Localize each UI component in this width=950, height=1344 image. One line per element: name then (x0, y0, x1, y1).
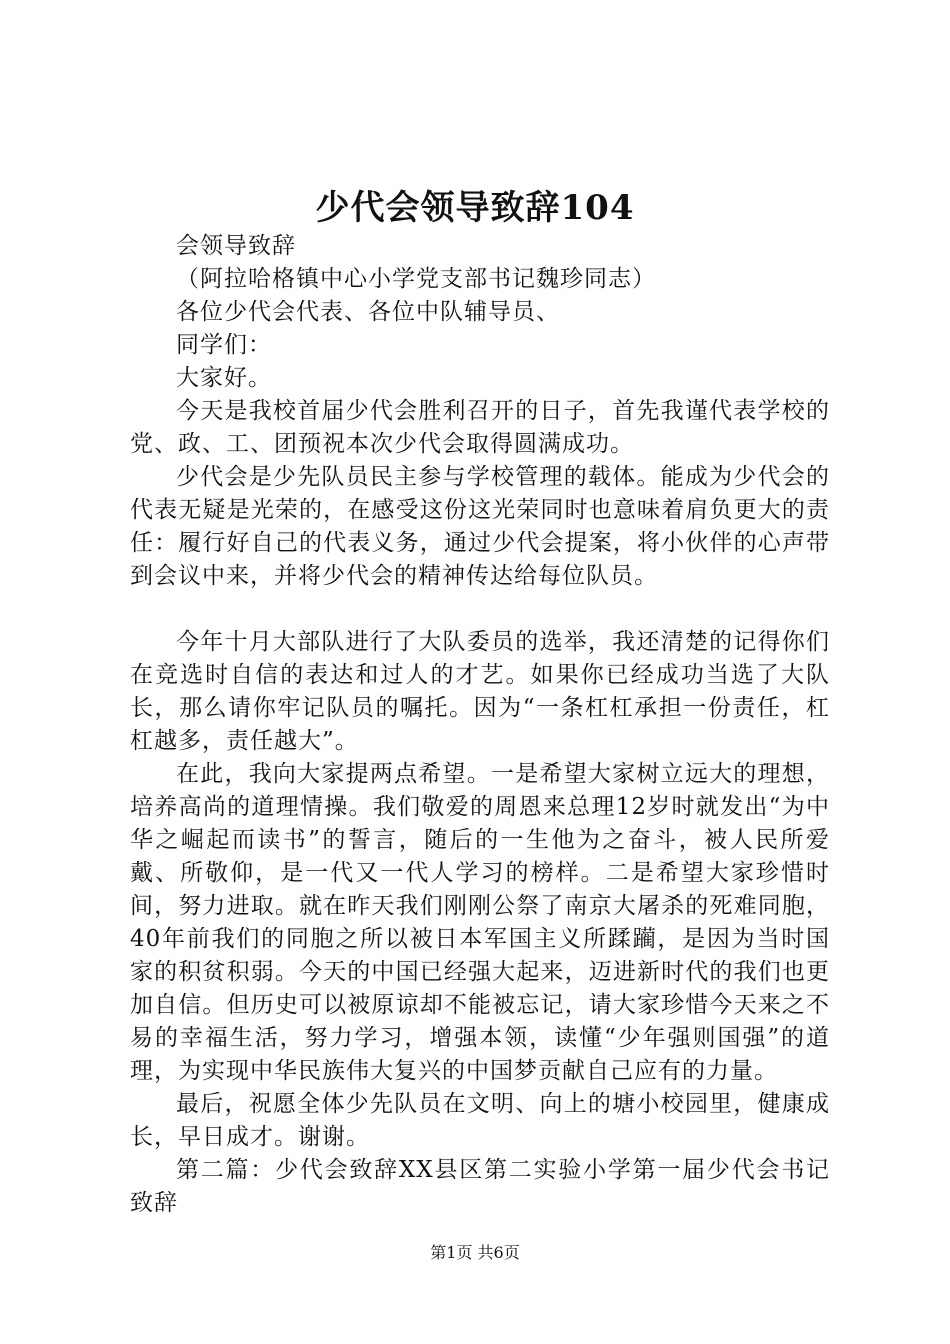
paragraph-salutation: 各位少代会代表、各位中队辅导员、 (176, 299, 560, 325)
paragraph-speaker: （阿拉哈格镇中心小学党支部书记魏珍同志） (176, 266, 656, 292)
page-footer: 第1页 共6页 (430, 1243, 520, 1262)
paragraph-opening: 今天是我校首届少代会胜利召开的日子，首先我谨代表学校的党、政、工、团预祝本次少代会取得圆满成功。 (130, 398, 830, 457)
paragraph-second-article-title: 第二篇：少代会致辞XX县区第二实验小学第一届少代会书记致辞 (130, 1157, 830, 1216)
paragraph-closing: 最后，祝愿全体少先队员在文明、向上的塘小校园里，健康成长，早日成才。谢谢。 (130, 1091, 830, 1150)
paragraph-salutation-students: 同学们： (176, 332, 272, 358)
document-title: 少代会领导致辞104 (315, 188, 635, 228)
document-body (130, 230, 830, 1220)
paragraph-election: 今年十月大部队进行了大队委员的选举，我还清楚的记得你们在竞选时自信的表达和过人的才艺。如果你已经成功当选了大队长，那么请你牢记队员的嘱托。因为“一条杠杠承担一份责任，杠杠越多，责任越大”。 (130, 629, 830, 754)
paragraph-heading: 会领导致辞 (176, 233, 296, 259)
paragraph-greeting: 大家好。 (176, 365, 272, 391)
paragraph-responsibility: 少代会是少先队员民主参与学校管理的载体。能成为少代会的代表无疑是光荣的，在感受这份这光荣同时也意味着肩负更大的责任：履行好自己的代表义务，通过少代会提案，将小伙伴的心声带到会议中来，并将少代会的精神传达给每位队员。 (130, 464, 830, 589)
paragraph-hopes: 在此，我向大家提两点希望。一是希望大家树立远大的理想，培养高尚的道理情操。我们敬爱的周恩来总理12岁时就发出“为中华之崛起而读书”的誓言，随后的一生他为之奋斗，被人民所爱戴、所敬仰，是一代又一代人学习的榜样。二是希望大家珍惜时间，努力进取。就在昨天我们刚刚公祭了南京大屠杀的死难同胞，40年前我们的同胞之所以被日本军国主义所蹂躏，是因为当时国家的积贫积弱。今天的中国已经强大起来，迈进新时代的我们也更加自信。但历史可以被原谅却不能被忘记，请大家珍惜今天来之不易的幸福生活，努力学习，增强本领，读懂“少年强则国强”的道理，为实现中华民族伟大复兴的中国梦贡献自己应有的力量。 (130, 761, 830, 1084)
